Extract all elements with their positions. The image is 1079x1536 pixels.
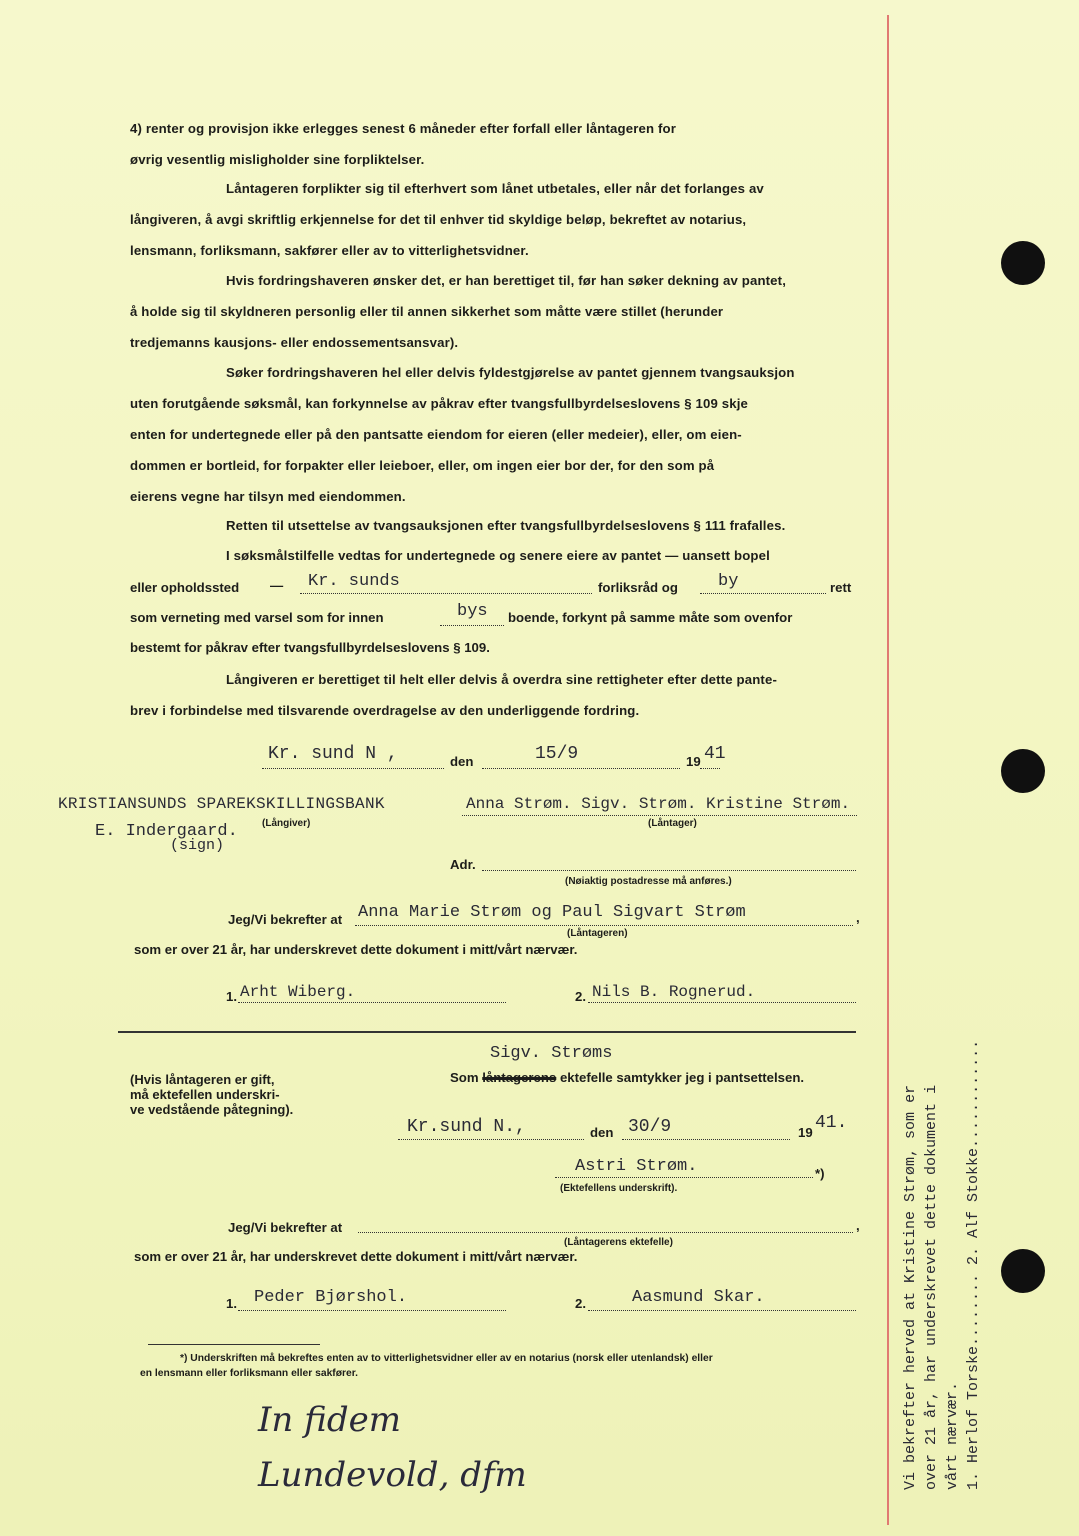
spouse-note-line: (Hvis låntageren er gift, xyxy=(130,1072,275,1087)
punch-hole xyxy=(1001,1249,1045,1293)
spouse-den: den xyxy=(590,1125,614,1140)
dateline-date-line xyxy=(482,768,680,769)
text-line: dommen er bortleid, for forpakter eller leieboer, eller, om ingen eier bor der, for den som på xyxy=(130,458,715,473)
witness1-w1: Arht Wiberg. xyxy=(240,983,356,1001)
lantager-label: (Låntager) xyxy=(648,818,697,829)
punch-hole xyxy=(1001,749,1045,793)
text-line: eierens vegne har tilsyn med eiendommen. xyxy=(130,489,406,504)
footnote xyxy=(140,1351,713,1381)
borrower-signature-line xyxy=(462,815,857,816)
consent-text: Som xyxy=(450,1070,479,1085)
handwriting-in-fidem: In fidem xyxy=(258,1400,401,1440)
text-line: tredjemanns kausjons- eller endossementsansvar). xyxy=(130,335,459,350)
spouse-consent xyxy=(450,1070,804,1085)
spouse-typed-name: Sigv. Strøms xyxy=(490,1044,613,1063)
section-divider xyxy=(118,1031,856,1033)
venue-rett: rett xyxy=(830,580,852,595)
witness2-prefix: Jeg/Vi bekrefter at xyxy=(228,1220,343,1235)
witness1-w2-line xyxy=(588,1002,856,1003)
lender-subsigner: E. Indergaard. xyxy=(95,822,238,841)
address-label: Adr. xyxy=(450,857,476,872)
witness2-n1: 1. xyxy=(226,1296,237,1311)
spouse-year: 41. xyxy=(815,1113,848,1133)
witness1-n1: 1. xyxy=(226,989,237,1004)
venue-bys-value: bys xyxy=(457,602,488,621)
witness2-w2: Aasmund Skar. xyxy=(632,1288,765,1307)
dateline-place-line xyxy=(262,768,444,769)
text-line: enten for undertegnede eller på den pantsatte eiendom for eieren (eller medeier), eller, om eien- xyxy=(130,427,742,442)
paragraph-default-conditions xyxy=(130,113,855,175)
dateline-year: 41 xyxy=(704,744,726,764)
venue-bestemt: bestemt for påkrav efter tvangsfullbyrdelseslovens § 109. xyxy=(130,640,490,655)
margin-line xyxy=(887,15,889,1525)
comma: , xyxy=(856,910,860,925)
text-line: brev i forbindelse med tilsvarende overdragelse av den underliggende fordring. xyxy=(130,703,640,718)
venue-boende: boende, forkynt på samme måte som ovenfor xyxy=(508,610,793,625)
paragraph-creditor-rights xyxy=(130,265,855,358)
text-line: Långiveren er berettiget til helt eller delvis å overdra sine rettigheter efter dette pante- xyxy=(226,672,777,687)
side-text-line: over 21 år, har underskrevet dette dokument i xyxy=(923,1084,940,1490)
venue-forliksrad: forliksråd og xyxy=(598,580,678,595)
venue-varsel: som verneting med varsel som for innen xyxy=(130,610,384,625)
venue-place-line xyxy=(300,593,592,594)
text-line: øvrig vesentlig misligholder sine forpliktelser. xyxy=(130,152,425,167)
witness1-prefix: Jeg/Vi bekrefter at xyxy=(228,912,343,927)
text-line: å holde sig til skyldneren personlig eller til annen sikkerhet som måtte være stillet (herunder xyxy=(130,304,724,319)
paragraph-postponement xyxy=(130,510,855,541)
witness2-line xyxy=(358,1232,853,1233)
footnote-line: *) Underskriften må bekreftes enten av to vitterlighetsvidner eller av en notarius (norsk eller utenlandsk) eller xyxy=(180,1353,713,1364)
consent-struck: låntagerens xyxy=(482,1070,557,1085)
paragraph-venue xyxy=(130,540,855,571)
witness2-w1-line xyxy=(238,1310,506,1311)
side-certification xyxy=(900,870,990,1490)
spouse-signature: Astri Strøm. xyxy=(575,1157,698,1176)
lender-sign-mark: (sign) xyxy=(170,837,225,854)
comma: , xyxy=(856,1218,860,1233)
venue-court-line xyxy=(700,593,826,594)
spouse-date-line xyxy=(622,1139,790,1140)
witness2-text: som er over 21 år, har underskrevet dette dokument i mitt/vårt nærvær. xyxy=(134,1249,578,1264)
address-note: (Nøiaktig postadresse må anføres.) xyxy=(565,876,732,887)
venue-label: eller opholdssted xyxy=(130,580,240,595)
venue-bys-line xyxy=(440,625,504,626)
text-line: Hvis fordringshaveren ønsker det, er han berettiget til, før han søker dekning av pantet, xyxy=(226,273,787,288)
side-text-line: vårt nærvær. xyxy=(944,1381,961,1490)
witness1-sub: (Låntageren) xyxy=(567,928,628,939)
dateline-den: den xyxy=(450,754,474,769)
spouse-note-line: må ektefellen underskri- xyxy=(130,1087,280,1102)
witness1-names-line xyxy=(355,925,853,926)
witness2-w2-line xyxy=(588,1310,856,1311)
venue-dash: — xyxy=(270,578,284,593)
witness1-w1-line xyxy=(238,1002,506,1003)
text-line: I søksmålstilfelle vedtas for undertegnede og senere eiere av pantet — uansett bopel xyxy=(226,548,770,563)
borrower-signatures: Anna Strøm. Sigv. Strøm. Kristine Strøm. xyxy=(466,795,851,813)
langiver-label: (Långiver) xyxy=(262,818,311,829)
dateline-century: 19 xyxy=(686,754,701,769)
spouse-note-line: ve vedstående påtegning). xyxy=(130,1102,294,1117)
venue-court-value: by xyxy=(718,572,739,591)
spouse-note xyxy=(130,1072,293,1117)
witness1-names: Anna Marie Strøm og Paul Sigvart Strøm xyxy=(358,903,746,922)
spouse-century: 19 xyxy=(798,1125,813,1140)
text-line: Retten til utsettelse av tvangsauksjonen efter tvangsfullbyrdelseslovens § 111 frafalles. xyxy=(226,518,786,533)
spouse-date: 30/9 xyxy=(628,1117,672,1137)
address-line xyxy=(482,870,856,871)
handwriting-signature: Lundevold, dfm xyxy=(258,1455,527,1495)
paragraph-foreclosure xyxy=(130,357,855,512)
witness2-n2: 2. xyxy=(575,1296,586,1311)
text-line: 4) renter og provisjon ikke erlegges senest 6 måneder efter forfall eller låntageren for xyxy=(130,121,677,136)
side-text-line: 1. Herlof Torske........ 2. Alf Stokke............ xyxy=(965,1039,982,1490)
witness2-w1: Peder Bjørshol. xyxy=(254,1288,408,1307)
punch-hole xyxy=(1001,241,1045,285)
consent-text: ektefelle samtykker jeg i pantsettelsen. xyxy=(559,1070,805,1085)
text-line: långiveren, å avgi skriftlig erkjennelse for det til enhver tid skyldige beløp, bekreftet av notarius, xyxy=(130,212,747,227)
dateline-place: Kr. sund N , xyxy=(268,744,398,764)
dateline-date: 15/9 xyxy=(535,744,579,764)
venue-place-value: Kr. sunds xyxy=(308,572,400,591)
footnote-line: en lensmann eller forliksmann eller sakfører. xyxy=(140,1368,359,1379)
text-line: Låntageren forplikter sig til efterhvert som lånet utbetales, eller når det forlanges av xyxy=(226,181,764,196)
paragraph-acknowledgement xyxy=(130,173,855,266)
side-text-line: Vi bekrefter herved at Kristine Strøm, som er xyxy=(902,1084,919,1490)
text-line: uten forutgående søksmål, kan forkynnelse av påkrav efter tvangsfullbyrdelseslovens § 109 skje xyxy=(130,396,749,411)
witness1-text: som er over 21 år, har underskrevet dette dokument i mitt/vårt nærvær. xyxy=(134,942,578,957)
spouse-place-line xyxy=(398,1139,584,1140)
witness1-w2: Nils B. Rognerud. xyxy=(592,983,756,1001)
spouse-place: Kr.sund N., xyxy=(407,1117,526,1137)
dateline-year-line xyxy=(700,768,720,769)
spouse-signature-line xyxy=(555,1177,813,1178)
text-line: Søker fordringshaveren hel eller delvis fyldestgjørelse av pantet gjennem tvangsauksjon xyxy=(226,365,795,380)
spouse-star: *) xyxy=(815,1166,825,1181)
witness2-sub: (Låntagerens ektefelle) xyxy=(564,1237,673,1248)
text-line: lensmann, forliksmann, sakfører eller av to vitterlighetsvidner. xyxy=(130,243,529,258)
lender-signature: KRISTIANSUNDS SPAREKSKILLINGSBANK xyxy=(58,795,385,813)
witness1-n2: 2. xyxy=(575,989,586,1004)
footnote-rule xyxy=(148,1344,320,1345)
spouse-sig-label: (Ektefellens underskrift). xyxy=(560,1183,678,1194)
paragraph-transfer xyxy=(130,664,855,726)
